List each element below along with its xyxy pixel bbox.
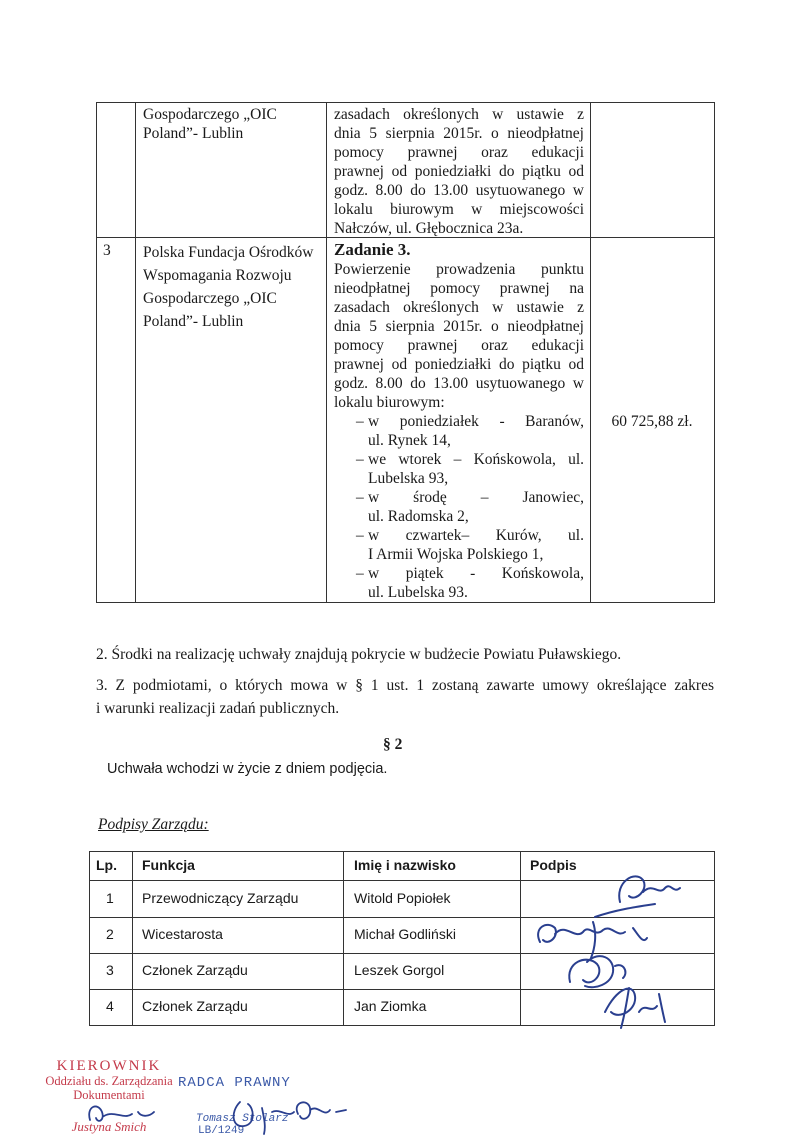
task-cell-row3 (334, 240, 584, 602)
signature-godlinski (538, 922, 647, 958)
stamp-line: Justyna Smich (71, 1119, 147, 1134)
bullet-line: w czwartek– Kurów, ul. (368, 527, 584, 544)
task-line: pomocy prawnej oraz edukacji (334, 144, 584, 161)
sig-row-name: Leszek Gorgol (354, 962, 445, 978)
entity-line: Gospodarczego „OIC (143, 106, 277, 123)
entity-line: Wspomagania Rozwoju (143, 267, 292, 284)
bullet-line: w środę – Janowiec, (368, 489, 584, 506)
amount-cell: 60 725,88 zł. (611, 413, 693, 430)
task-line: godz. 8.00 do 13.00 usytuowanego w (334, 182, 584, 199)
bullet-line: I Armii Wojska Polskiego 1, (368, 546, 544, 563)
signatures-heading: Podpisy Zarządu: (98, 816, 209, 833)
bullet-line: ul. Rynek 14, (368, 432, 451, 449)
sig-row-lp: 3 (106, 962, 114, 978)
entity-line: Gospodarczego „OIC (143, 290, 277, 307)
stamp-line: Dokumentami (73, 1088, 145, 1102)
sig-header-name: Imię i nazwisko (354, 857, 456, 873)
sig-row-name: Jan Ziomka (354, 998, 427, 1014)
paragraph-agreements-line1: 3. Z podmiotami, o których mowa w § 1 ust. 1 zostaną zawarte umowy określające zakres (96, 677, 714, 694)
paragraph-funding: 2. Środki na realizację uchwały znajdują pokrycie w budżecie Powiatu Puławskiego. (96, 646, 622, 663)
initials (297, 1102, 346, 1118)
entity-line: Poland”- Lublin (143, 313, 244, 330)
sig-row-lp: 1 (106, 890, 114, 906)
signature-stolarz (234, 1102, 294, 1134)
bullet-item (334, 526, 584, 564)
section-heading: § 2 (383, 736, 403, 753)
sig-header-funkcja: Funkcja (142, 857, 195, 873)
stamp-line: Oddziału ds. Zarządzania (45, 1074, 173, 1088)
handwritten-signatures (525, 862, 715, 1032)
stamp-line: Tomasz Stolarz (196, 1113, 289, 1125)
signature-ziomka (605, 988, 665, 1028)
bullet-line: Lubelska 93, (368, 470, 449, 487)
task-line: zasadach określonych w ustawie z (334, 106, 584, 123)
task-line: dnia 5 sierpnia 2015r. o nieodpłatnej (334, 318, 584, 335)
bullet-item (334, 488, 584, 526)
task-line: zasadach określonych w ustawie z (334, 299, 584, 316)
sig-row-lp: 4 (106, 998, 114, 1014)
sig-row-name: Witold Popiołek (354, 890, 451, 906)
task-line: lokalu biurowym: (334, 394, 445, 411)
task-line: nieodpłatnej pomocy prawnej na (334, 280, 584, 297)
stamp-handwriting (80, 1090, 370, 1140)
dash-bullet: – (356, 565, 364, 582)
bullet-line: w piątek - Końskowola, (368, 565, 584, 582)
entity-line: Poland”- Lublin (143, 125, 244, 142)
sig-row-funkcja: Członek Zarządu (142, 998, 248, 1014)
task-line: godz. 8.00 do 13.00 usytuowanego w (334, 375, 584, 392)
row3-lp: 3 (103, 242, 111, 259)
task-line: pomocy prawnej oraz edukacji (334, 337, 584, 354)
bullet-line: ul. Lubelska 93. (368, 584, 468, 601)
dash-bullet: – (356, 527, 364, 544)
signature-popiolek (595, 876, 680, 917)
sig-row-lp: 2 (106, 926, 114, 942)
effective-date-text: Uchwała wchodzi w życie z dniem podjęcia. (107, 761, 388, 777)
paragraph-agreements-line2: i warunki realizacji zadań publicznych. (96, 700, 340, 717)
task-line: Powierzenie prowadzenia punktu (334, 261, 584, 278)
task-cell-continued (334, 105, 584, 238)
stamp-line: RADCA PRAWNY (178, 1075, 291, 1091)
stamp-line: LB/1249 (198, 1125, 245, 1137)
task-line: dnia 5 sierpnia 2015r. o nieodpłatnej (334, 125, 584, 142)
task-line: prawnej od poniedziałki do piątku od (334, 356, 584, 373)
sig-row-name: Michał Godliński (354, 926, 456, 942)
signature-gorgol (569, 956, 625, 987)
task-line: prawnej od poniedziałki do piątku od (334, 163, 584, 180)
bullet-line: w poniedziałek - Baranów, (368, 413, 584, 430)
bullet-line: ul. Radomska 2, (368, 508, 469, 525)
entity-line: Polska Fundacja Ośrodków (143, 244, 314, 261)
signature-smich (89, 1106, 154, 1120)
dash-bullet: – (356, 451, 364, 468)
sig-header-lp: Lp. (96, 857, 117, 873)
task-line: Nałczów, ul. Głębocznica 23a. (334, 220, 524, 237)
entity-cell-continued (143, 105, 323, 143)
task-title: Zadanie 3. (334, 240, 411, 259)
sig-row-funkcja: Wicestarosta (142, 926, 223, 942)
bullet-item (334, 412, 584, 450)
entity-cell-row3 (143, 241, 325, 333)
dash-bullet: – (356, 489, 364, 506)
task-line: lokalu biurowym w miejscowości (334, 201, 584, 218)
bullet-item (334, 564, 584, 602)
sig-row-funkcja: Członek Zarządu (142, 962, 248, 978)
bullet-line: we wtorek – Końskowola, ul. (368, 451, 584, 468)
stamp-line: KIEROWNIK (56, 1058, 162, 1074)
dash-bullet: – (356, 413, 364, 430)
bullet-item (334, 450, 584, 488)
sig-header-podpis: Podpis (530, 857, 577, 873)
sig-row-funkcja: Przewodniczący Zarządu (142, 890, 299, 906)
